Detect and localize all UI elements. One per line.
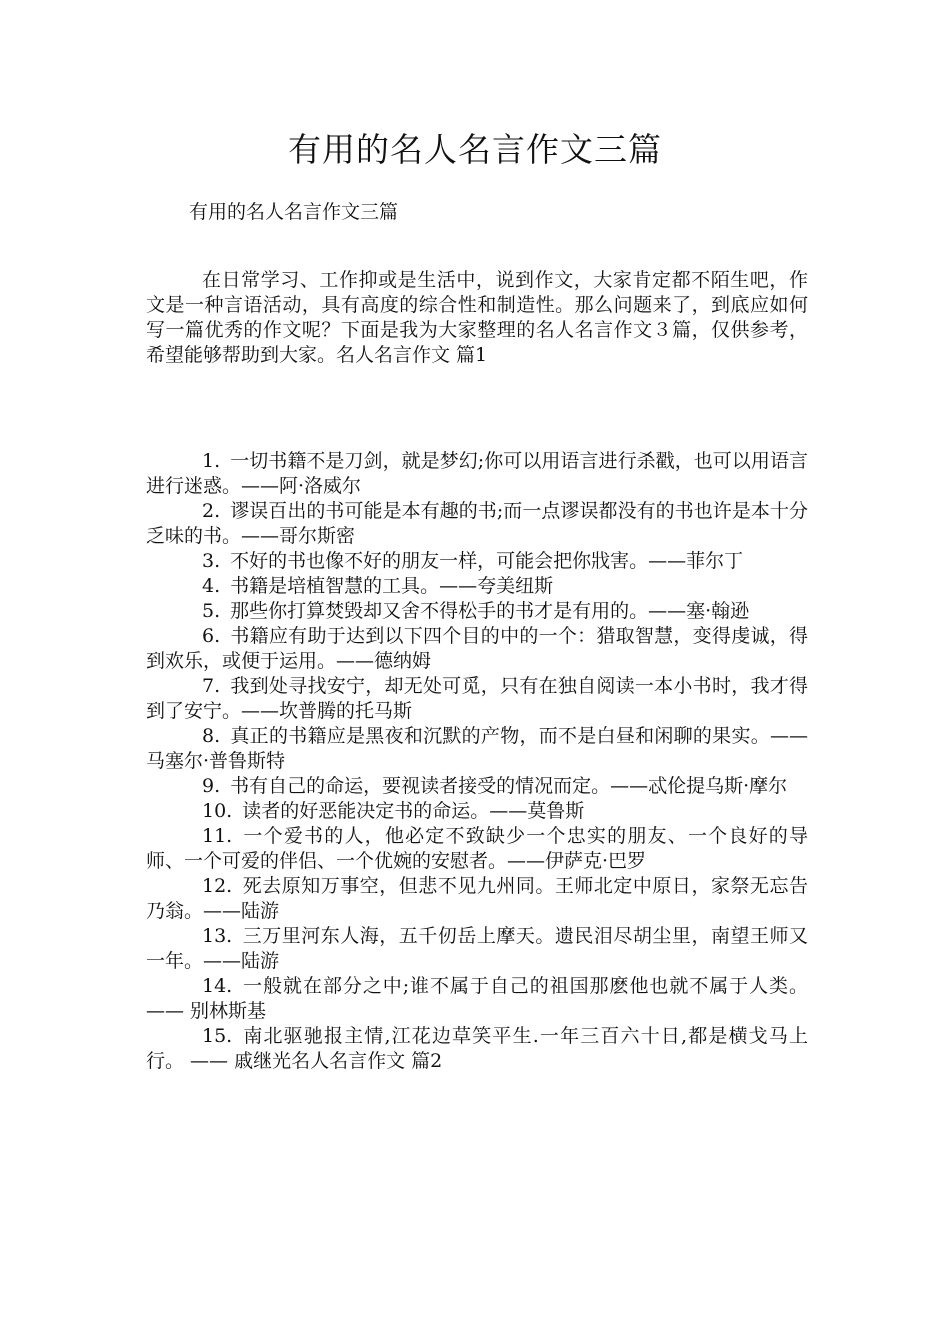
quote-number: 4.	[202, 575, 221, 597]
quote-item	[146, 549, 808, 574]
quote-item	[146, 499, 808, 549]
quote-number: 12.	[202, 875, 233, 897]
quote-item	[146, 974, 808, 1024]
quote-text: 谬误百出的书可能是本有趣的书;而一点谬误都没有的书也许是本十分乏味的书。——哥尔斯密	[146, 500, 808, 547]
quote-list	[146, 449, 808, 1074]
quote-text: 三万里河东人海，五千仞岳上摩天。遗民泪尽胡尘里，南望王师又一年。——陆游	[146, 925, 808, 972]
quote-item	[146, 924, 808, 974]
quote-text: 书籍是培植智慧的工具。——夸美纽斯	[230, 575, 554, 597]
quote-text: 我到处寻找安宁，却无处可觅，只有在独自阅读一本小书时，我才得到了安宁。——坎普腾的托马斯	[146, 675, 808, 722]
quote-text: 死去原知万事空，但悲不见九州同。王师北定中原日，家祭无忘告乃翁。——陆游	[146, 875, 808, 922]
quote-text: 一般就在部分之中;谁不属于自己的祖国那麽他也就不属于人类。 —— 别林斯基	[146, 975, 808, 1022]
quote-text: 真正的书籍应是黑夜和沉默的产物，而不是白昼和闲聊的果实。——马塞尔·普鲁斯特	[146, 725, 808, 772]
quote-number: 1.	[202, 450, 221, 472]
quote-number: 10.	[202, 800, 233, 822]
quote-number: 2.	[202, 500, 221, 522]
quote-text: 不好的书也像不好的朋友一样，可能会把你戕害。——菲尔丁	[230, 550, 744, 572]
quote-number: 11.	[202, 825, 233, 847]
quote-number: 3.	[202, 550, 221, 572]
quote-text: 一个爱书的人，他必定不致缺少一个忠实的朋友、一个良好的导师、一个可爱的伴侣、一个优婉的安慰者。——伊萨克·巴罗	[146, 825, 808, 872]
quote-number: 8.	[202, 725, 221, 747]
quote-item	[146, 1024, 808, 1074]
quote-item	[146, 574, 808, 599]
document-subtitle: 有用的名人名言作文三篇	[189, 201, 399, 223]
quote-number: 9.	[202, 775, 221, 797]
quote-item	[146, 824, 808, 874]
quote-number: 14.	[202, 975, 233, 997]
quote-number: 15.	[202, 1025, 233, 1047]
quote-text: 那些你打算焚毁却又舍不得松手的书才是有用的。——塞·翰逊	[230, 600, 750, 622]
quote-text: 读者的好恶能决定书的命运。——莫鲁斯	[242, 800, 585, 822]
quote-text: 书有自己的命运，要视读者接受的情况而定。——忒伦提乌斯·摩尔	[230, 775, 788, 797]
quote-text: 南北驱驰报主情,江花边草笑平生.一年三百六十日,都是横戈马上行。 —— 戚继光名人名言作文 篇2	[146, 1025, 808, 1072]
quote-item	[146, 449, 808, 499]
quote-item	[146, 874, 808, 924]
quote-item	[146, 799, 808, 824]
quote-item	[146, 674, 808, 724]
quote-item	[146, 624, 808, 674]
quote-text: 一切书籍不是刀剑，就是梦幻;你可以用语言进行杀戳，也可以用语言进行迷惑。——阿·洛威尔	[146, 450, 808, 497]
quote-item	[146, 599, 808, 624]
quote-number: 7.	[202, 675, 221, 697]
quote-text: 书籍应有助于达到以下四个目的中的一个：猎取智慧，变得虔诚，得到欢乐，或便于运用。——德纳姆	[146, 625, 808, 672]
quote-number: 5.	[202, 600, 221, 622]
quote-number: 6.	[202, 625, 221, 647]
quote-number: 13.	[202, 925, 233, 947]
quote-item	[146, 774, 808, 799]
document-title: 有用的名人名言作文三篇	[288, 130, 662, 169]
quote-item	[146, 724, 808, 774]
intro-paragraph: 在日常学习、工作抑或是生活中，说到作文，大家肯定都不陌生吧，作文是一种言语活动，具有高度的综合性和制造性。那么问题来了，到底应如何写一篇优秀的作文呢？下面是我为大家整理的名人名言作文３篇，仅供参考，希望能够帮助到大家。名人名言作文 篇1	[146, 269, 808, 366]
